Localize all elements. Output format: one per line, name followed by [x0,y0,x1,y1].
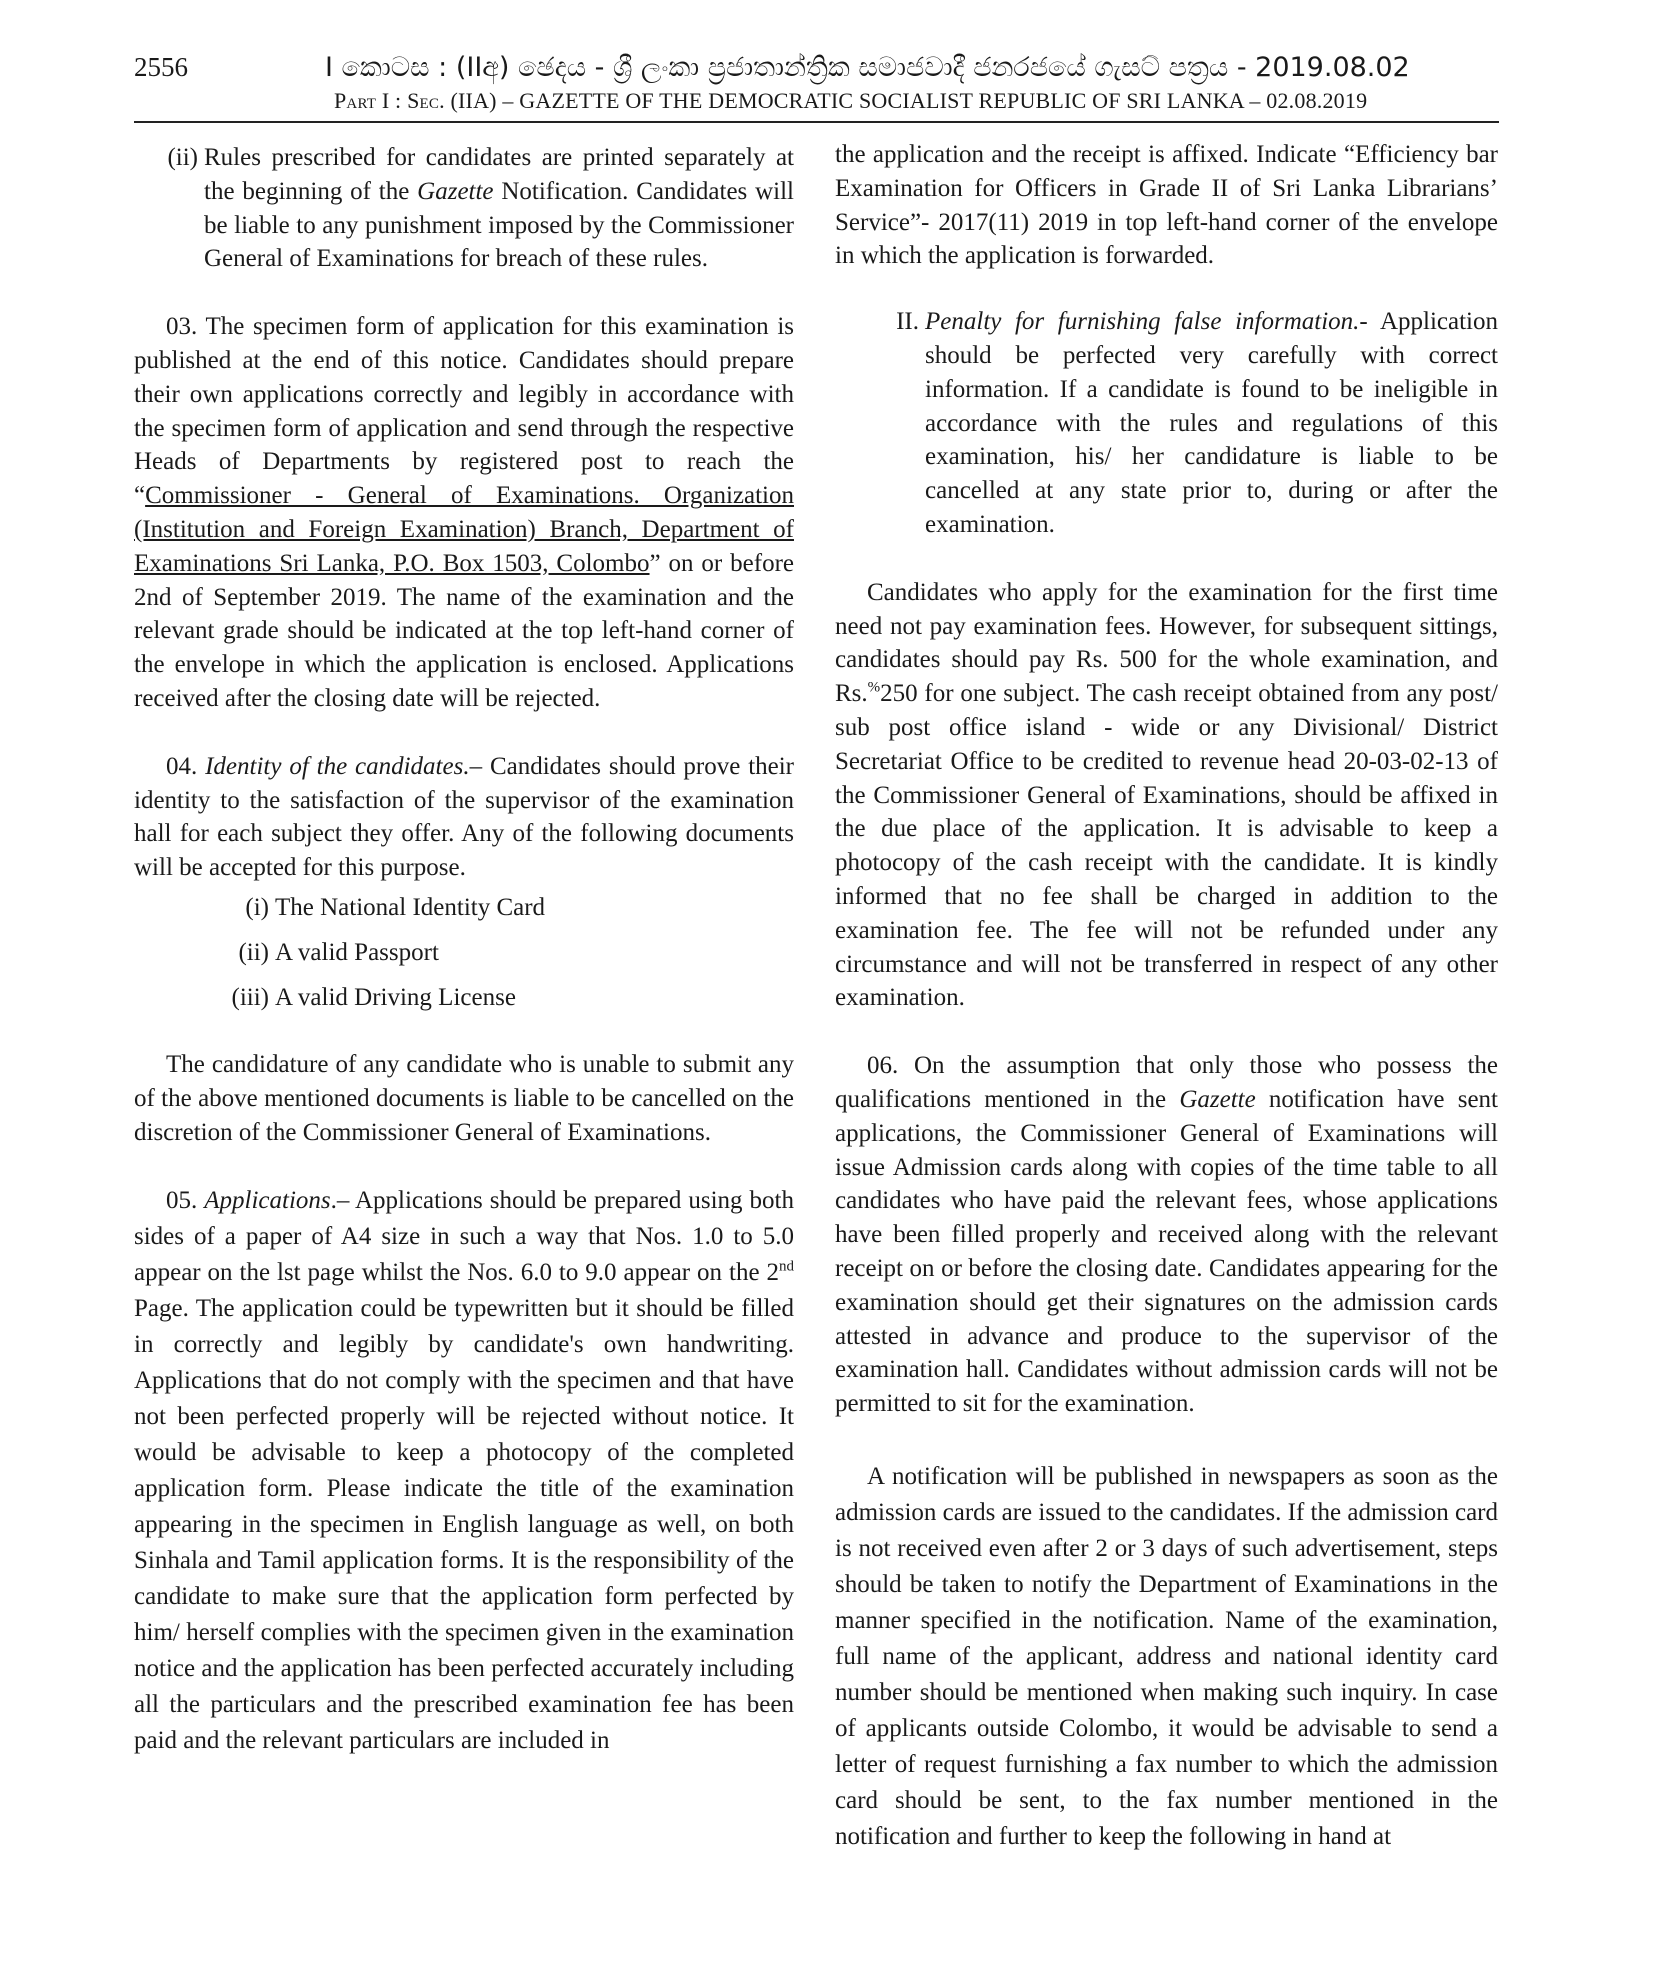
paragraph-candidature: The candidature of any candidate who is unable to submit any of the above mentioned documents is liable to be cancelled on the discretion of the Commissioner General of Examinations. [134,1050,794,1146]
header-sinhala-title: I කොටස : (IIඅ) ඡෙදය - ශ්‍රී ලංකා ප්‍රජාතාන්ත්‍රික සමාජවාදී ජනරජයේ ගැසට් පත්‍රය - 2019.08.02 [325,52,1410,83]
paragraph-continued: the application and the receipt is affixed. Indicate “Efficiency bar Examination for Officers in Grade II of Sri Lanka Librarians’ Service”- 2017(11) 2019 in top left-hand corner of the envelope in which the application is forwarded. [835,141,1498,270]
header-sec: Sec. [407,88,445,113]
applications-heading: Applications [204,1187,331,1215]
header-rule [134,121,1499,123]
rule-ii-item [134,141,794,276]
header-part: Part I : [334,88,402,113]
header-english-title [334,88,1367,114]
left-column [134,141,794,1759]
paragraph-06: 06. On the assumption that only those who possess the qualifications mentioned in the Gazette notification have sent applications, the Commissioner General of Examinations will issue Admission cards along with copies of the time table to all candidates who have paid the relevant fees, whose applications have been filled properly and received along with the relevant receipt on or before the closing date. Candidates appearing for the examination should get their signatures on the admission cards attested in advance and produce to the supervisor of the examination hall. Candidates without admission cards will not be permitted to sit for the examination. [835,1052,1498,1418]
rule-ii-text: Rules prescribed for candidates are printed separately at the beginning of the Gazette Notification. Candidates will be liable to any punishment imposed by the Commissioner General of Examinations for breach of these rules. [204,144,794,273]
document-item: (i) The National Identity Card [245,893,546,921]
penalty-text: Penalty for furnishing false information.- Application should be perfected very carefully with correct information. If a candidate is found to be ineligible in accordance with the rules and regulations of this examination, his/ her candidature is liable to be cancelled at any state prior to, during or after the examination. [925,308,1499,538]
right-column [835,138,1498,1855]
penalty-number: II. [896,308,919,336]
document-list [134,885,794,1020]
paragraph-05: 05. Applications.– Applications should be prepared using both sides of a paper of A4 size in such a way that Nos. 1.0 to 5.0 appear on the lst page whilst the Nos. 6.0 to 9.0 appear on the 2nd Page. The application could be typewritten but it should be filled in correctly and legibly by candidate's own handwriting. Applications that do not comply with the specimen and that have not been perfected properly will be rejected without notice. It would be advisable to keep a photocopy of the completed application form. Please indicate the title of the examination appearing in the specimen in English language as well, on both Sinhala and Tamil application forms. It is the responsibility of the candidate to make sure that the application form perfected by him/ herself complies with the specimen given in the examination notice and the application has been perfected accurately including all the particulars and the prescribed examination fee has been paid and the relevant particulars are included in [134,1187,794,1755]
paragraph-04: 04. Identity of the candidates.– Candidates should prove their identity to the satisfaction of the supervisor of the examination hall for each subject they offer. Any of the following documents will be accepted for this purpose. [134,752,795,882]
paragraph-03: 03. The specimen form of application for this examination is published at the end of this notice. Candidates should prepare their own applications correctly and legibly in accordance with the specimen form of application and send through the respective Heads of Departments by registered post to reach the “Commissioner - General of Examinations. Organization (Institution and Foreign Examination) Branch, Department of Examinations Sri Lanka, P.O. Box 1503, Colombo” on or before 2nd of September 2019. The name of the examination and the relevant grade should be indicated at the top left-hand corner of the envelope in which the application is enclosed. Applications received after the closing date will be rejected. [134,313,795,712]
document-item: (ii) A valid Passport [238,938,439,966]
page-number: 2556 [134,52,188,82]
exam-address: Commissioner - General of Examinations. Organization (Institution and Foreign Examination) Branch, Department of Examinations Sri Lanka, P.O. Box 1503, Colombo [134,482,794,577]
paragraph-fees: Candidates who apply for the examination for the first time need not pay examination fees. However, for subsequent sittings, candidates should pay Rs. 500 for the whole examination, and Rs.%250 for one subject. The cash receipt obtained from any post/ sub post office island - wide or any Divisional/ District Secretariat Office to be credited to revenue head 20-03-02-13 of the Commissioner General of Examinations, should be affixed in the due place of the application. It is advisable to keep a photocopy of the cash receipt with the candidate. It is kindly informed that no fee shall be charged in addition to the examination fee. The fee will not be refunded under any circumstance and will not be transferred in respect of any other examination. [835,578,1498,1012]
paragraph-notification: A notification will be published in newspapers as soon as the admission cards are issued to the candidates. If the admission card is not received even after 2 or 3 days of such advertisement, steps should be taken to notify the Department of Examinations in the manner specified in the notification. Name of the examination, full name of the applicant, address and national identity card number should be mentioned when making such inquiry. In case of applicants outside Colombo, it would be advisable to send a letter of request furnishing a fax number to which the admission card should be sent, to the fax number mentioned in the notification and further to keep the following in hand at [835,1462,1499,1850]
rule-ii-number: (ii) [167,144,198,171]
penalty-heading: Penalty for furnishing false information.- [925,308,1368,336]
header-rest: (IIA) – GAZETTE OF THE DEMOCRATIC SOCIALIST REPUBLIC OF SRI LANKA – 02.08.2019 [450,88,1368,113]
penalty-item [835,305,1498,542]
identity-heading: Identity of the candidates.– [205,752,483,780]
document-item: (iii) A valid Driving License [231,983,516,1011]
